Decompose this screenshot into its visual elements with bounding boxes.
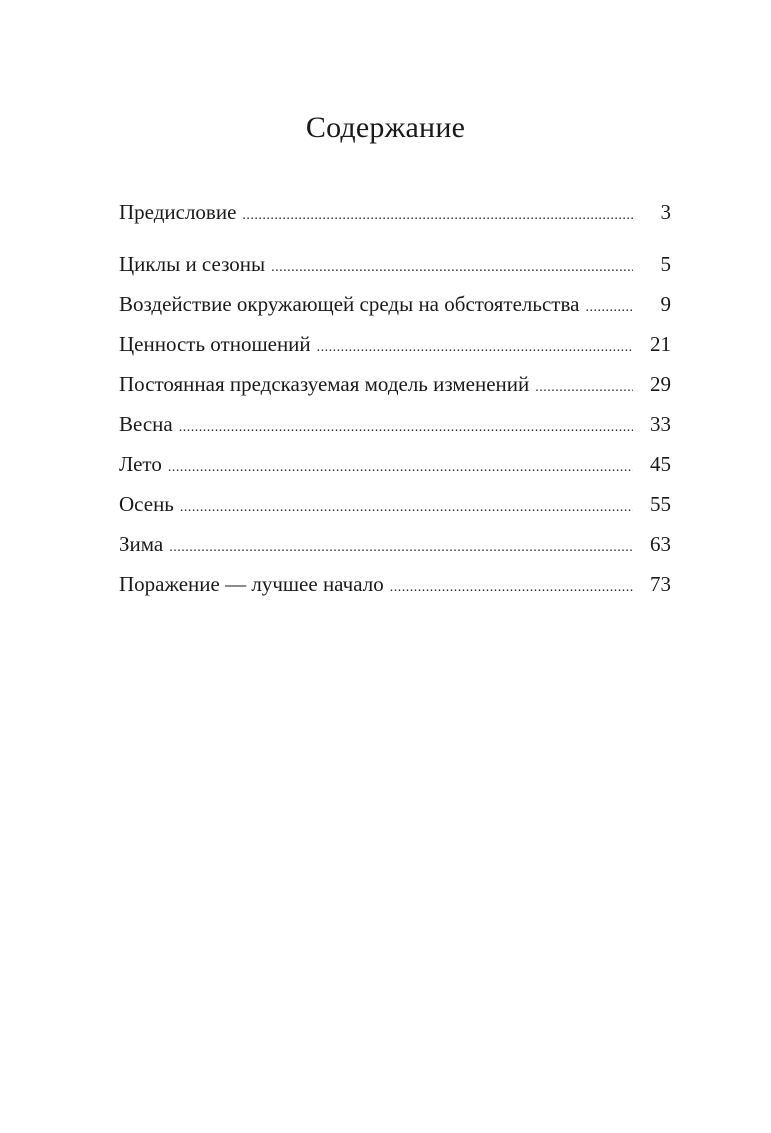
toc-entry-title: Ценность отношений xyxy=(119,332,311,356)
toc-page-number: 55 xyxy=(650,492,671,516)
toc-page-number: 3 xyxy=(660,200,671,224)
toc-entry[interactable] xyxy=(119,284,671,324)
toc-page-number: 33 xyxy=(650,412,671,436)
toc-dot-leader xyxy=(180,488,633,528)
toc-page-number: 21 xyxy=(650,332,671,356)
toc-dot-leader xyxy=(585,288,633,328)
toc-page-number: 5 xyxy=(660,252,671,276)
toc-entry-title: Лето xyxy=(119,452,162,476)
toc-page-number: 73 xyxy=(650,572,671,596)
toc-entry[interactable] xyxy=(119,364,671,404)
toc-entry[interactable] xyxy=(119,192,671,232)
toc-entry-title: Зима xyxy=(119,532,164,556)
toc-dot-leader xyxy=(271,248,633,288)
toc-dot-leader xyxy=(317,328,633,368)
toc-entry-title: Осень xyxy=(119,492,174,516)
toc-entry-title: Воздействие окружающей среды на обстоятельства xyxy=(119,292,580,316)
toc-entry-title: Поражение — лучшее начало xyxy=(119,572,384,596)
toc-dot-leader xyxy=(179,408,633,448)
toc-dot-leader xyxy=(242,196,633,236)
toc-page-number: 9 xyxy=(660,292,671,316)
toc-entry[interactable] xyxy=(119,524,671,564)
toc-entry[interactable] xyxy=(119,564,671,604)
toc-page-number: 63 xyxy=(650,532,671,556)
toc-entry-title: Циклы и сезоны xyxy=(119,252,266,276)
toc-page-number: 45 xyxy=(650,452,671,476)
toc-dot-leader xyxy=(169,528,633,568)
toc-entry[interactable] xyxy=(119,244,671,284)
toc-entry[interactable] xyxy=(119,484,671,524)
toc-dot-leader xyxy=(390,568,633,608)
toc-entry-title: Постоянная предсказуемая модель изменений xyxy=(119,372,530,396)
toc-entry-title: Весна xyxy=(119,412,173,436)
table-of-contents xyxy=(119,192,671,604)
toc-entry-title: Предисловие xyxy=(119,200,237,224)
toc-entry[interactable] xyxy=(119,404,671,444)
toc-page-number: 29 xyxy=(650,372,671,396)
page-title: Содержание xyxy=(305,111,466,144)
toc-entry[interactable] xyxy=(119,324,671,364)
toc-entry[interactable] xyxy=(119,444,671,484)
toc-dot-leader xyxy=(535,368,633,408)
toc-dot-leader xyxy=(168,448,633,488)
